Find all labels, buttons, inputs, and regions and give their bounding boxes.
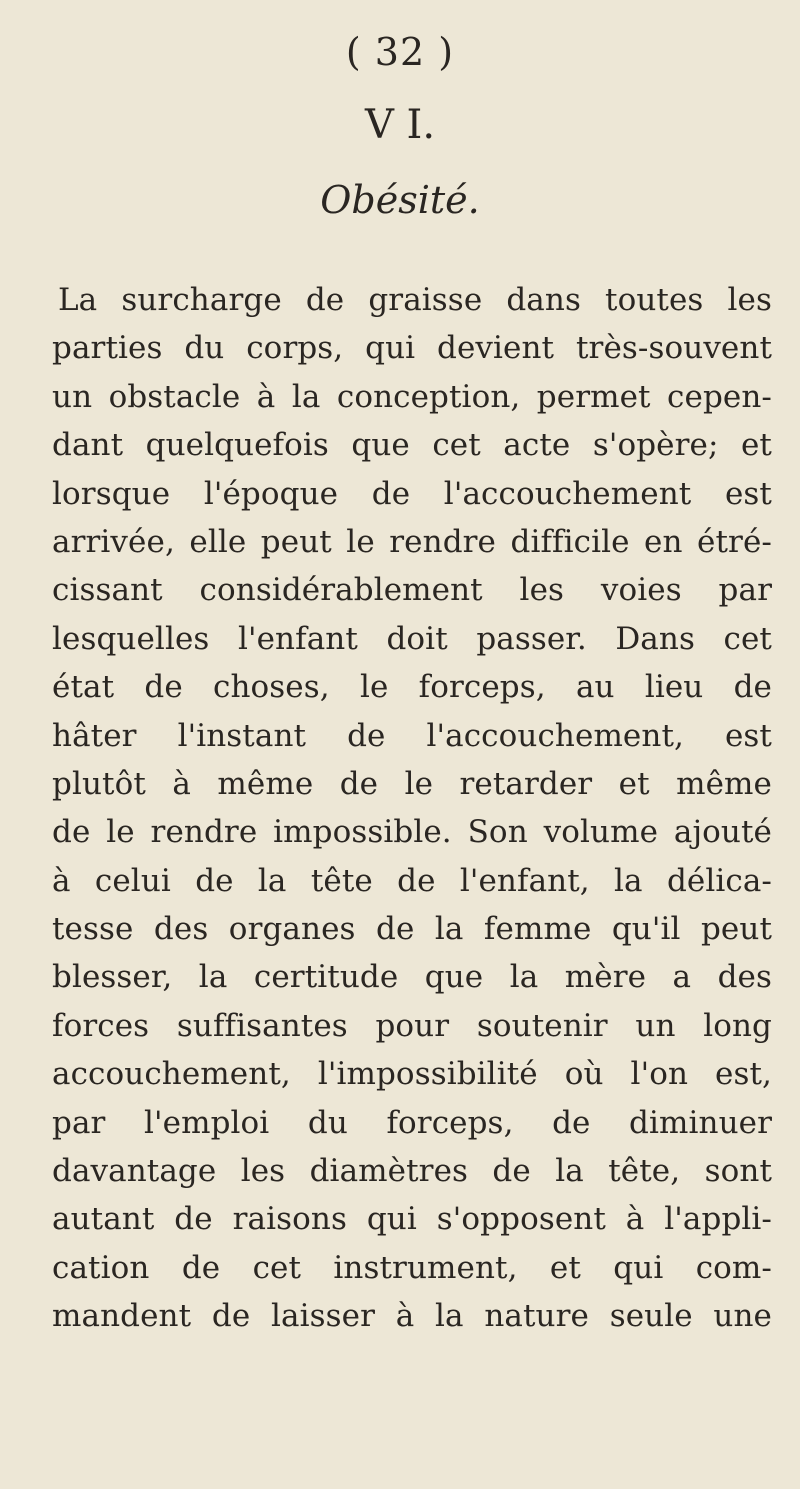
- text-line: à celui de la tête de l'enfant, la délica-: [52, 862, 772, 899]
- text-line: autant de raisons qui s'opposent à l'appli-: [52, 1201, 772, 1238]
- text-line: parties du corps, qui devient très-souvent: [52, 330, 772, 367]
- text-line: état de choses, le forceps, au lieu de: [52, 669, 772, 706]
- text-line: un obstacle à la conception, permet cepen-: [52, 378, 772, 415]
- text-line: forces suffisantes pour soutenir un long: [52, 1007, 772, 1044]
- text-line: lorsque l'époque de l'accouchement est: [52, 475, 772, 512]
- text-line: tesse des organes de la femme qu'il peut: [52, 911, 772, 948]
- page-number: ( 32 ): [345, 30, 455, 74]
- text-line: cissant considérablement les voies par: [52, 572, 772, 609]
- text-line: plutôt à même de le retarder et même: [52, 765, 772, 802]
- text-line: accouchement, l'impossibilité où l'on est,: [52, 1056, 772, 1093]
- text-line: lesquelles l'enfant doit passer. Dans cet: [52, 620, 772, 657]
- text-line: cation de cet instrument, et qui com-: [52, 1249, 772, 1286]
- text-line: arrivée, elle peut le rendre difficile en étré-: [52, 523, 772, 560]
- text-line: blesser, la certitude que la mère a des: [52, 959, 772, 996]
- text-line: hâter l'instant de l'accouchement, est: [52, 717, 772, 754]
- body-paragraph: [52, 276, 772, 1341]
- section-title: Obésité.: [320, 178, 480, 222]
- text-line: La surcharge de graisse dans toutes les: [58, 282, 772, 318]
- text-line: mandent de laisser à la nature seule une: [52, 1298, 772, 1335]
- text-line: par l'emploi du forceps, de diminuer: [52, 1104, 772, 1141]
- text-line: davantage les diamètres de la tête, sont: [52, 1153, 772, 1190]
- section-number: V I.: [364, 102, 436, 148]
- text-line: dant quelquefois que cet acte s'opère; et: [52, 427, 772, 464]
- text-line: de le rendre impossible. Son volume ajouté: [52, 814, 772, 851]
